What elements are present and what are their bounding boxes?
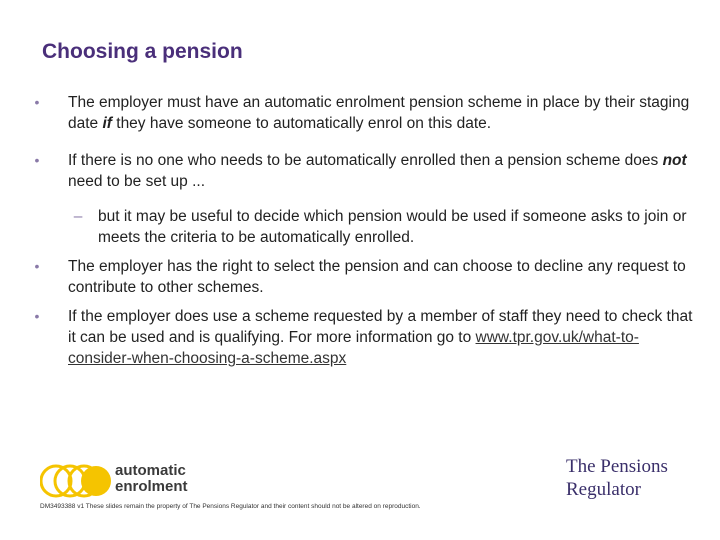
emphasis-text: if <box>102 115 112 132</box>
bullet-text: The employer must have an automatic enrolment pension scheme in place by their staging date <box>68 94 690 132</box>
slide-title: Choosing a pension <box>42 40 243 63</box>
bullet-list <box>30 92 700 369</box>
tpr-logo-line1: The Pensions <box>566 456 668 477</box>
tpr-scheme-link[interactable]: www.tpr.gov.uk/what-to-consider-when-choosing-a-scheme.aspx <box>68 329 639 367</box>
ae-logo-line2: enrolment <box>115 478 188 495</box>
ae-circles-icon <box>40 462 112 500</box>
bullet-text: The employer has the right to select the pension and can choose to decline any request to contribute to other schemes. <box>68 258 686 296</box>
emphasis-text: not <box>662 152 687 169</box>
bullet-marker: • <box>34 94 40 110</box>
bullet-text: need to be set up ... <box>68 173 206 190</box>
sub-bullet-decide-pension <box>30 206 700 248</box>
bullet-marker: • <box>34 152 40 168</box>
automatic-enrolment-logo <box>40 462 200 500</box>
footer-disclaimer: DM3493388 v1 These slides remain the property of The Pensions Regulator and their content should not be altered on reproduction. <box>40 503 421 510</box>
tpr-logo-line2: Regulator <box>566 479 641 500</box>
bullet-right-to-select <box>30 256 700 298</box>
bullet-requested-scheme <box>30 306 700 369</box>
bullet-text: they have someone to automatically enrol on this date. <box>111 115 492 132</box>
sub-bullet-marker: – <box>73 208 83 225</box>
ae-logo-line1: automatic <box>115 462 186 479</box>
bullet-marker: • <box>34 258 40 274</box>
bullet-marker: • <box>34 308 40 324</box>
ae-logo-text <box>115 463 188 495</box>
sub-bullet-text: but it may be useful to decide which pension would be used if someone asks to join or meets the criteria to be automatically enrolled. <box>98 208 687 246</box>
bullet-staging-date <box>30 92 700 134</box>
bullet-text: If the employer does use a scheme requested by a member of staff they need to check that it can be used and is qualifying. For more information go to <box>68 308 693 346</box>
bullet-no-enrolment <box>30 150 700 192</box>
pensions-regulator-logo <box>566 455 668 501</box>
bullet-text: If there is no one who needs to be automatically enrolled then a pension scheme does <box>68 152 663 169</box>
